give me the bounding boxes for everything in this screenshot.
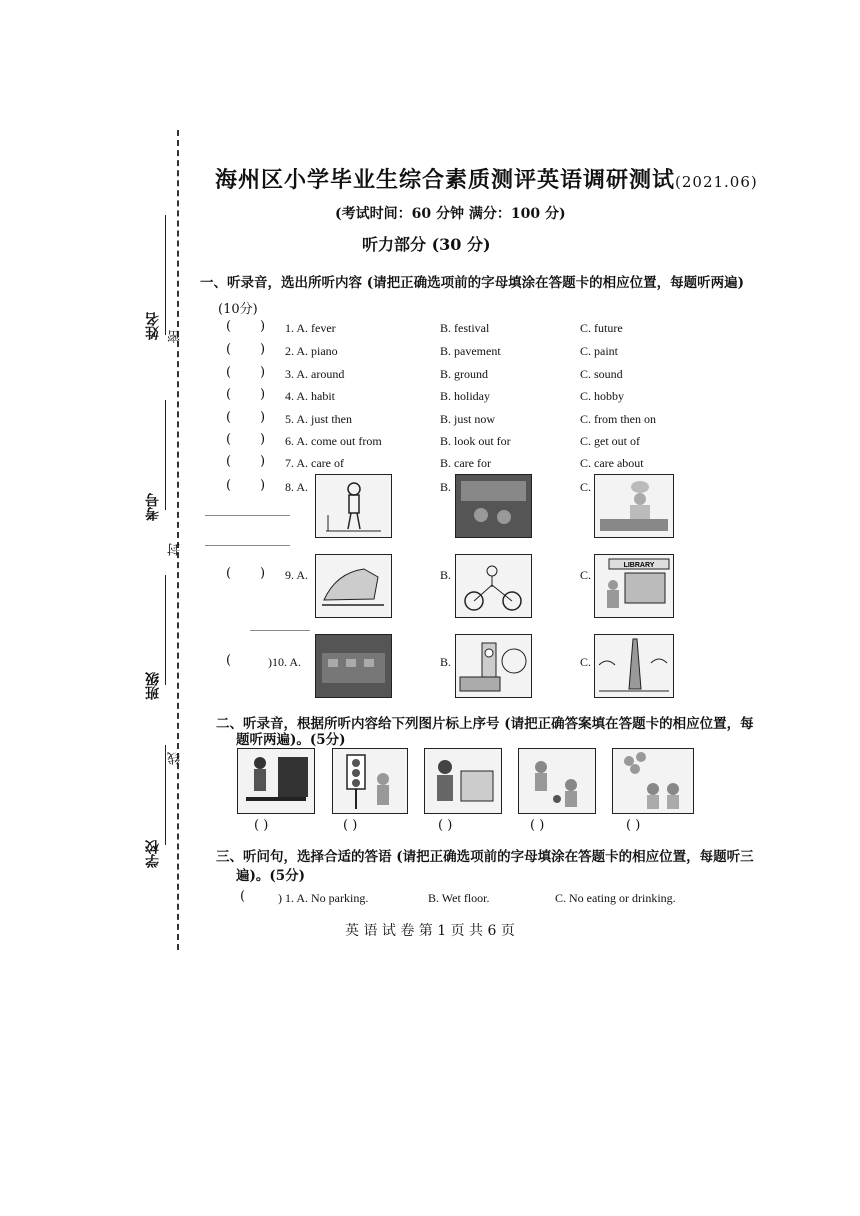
answer-blank-7[interactable]: ( ) <box>226 454 266 469</box>
section2-heading-line2: 题听两遍)。(5分) <box>236 732 346 748</box>
q3-option-a: 3. A. around <box>285 367 345 381</box>
q4-option-b: B. holiday <box>440 389 490 403</box>
exam-title-text: 海州区小学毕业生综合素质测评英语调研测试 <box>215 167 676 193</box>
q8-label-b: B. <box>440 480 452 494</box>
q5-option-c: C. from then on <box>580 412 656 426</box>
q5-option-b: B. just now <box>440 412 496 426</box>
q10-label-b: B. <box>440 655 452 669</box>
q2-option-b: B. pavement <box>440 344 501 358</box>
exam-title <box>215 163 758 194</box>
q6-option-b: B. look out for <box>440 434 511 448</box>
q4-option-a: 4. A. habit <box>285 389 335 403</box>
q8-label-c: C. <box>580 480 592 494</box>
section1-score: (10分) <box>218 302 258 317</box>
school-label: 学校 <box>145 840 161 868</box>
page-footer: 英 语 试 卷 第 1 页 共 6 页 <box>345 923 515 939</box>
s3-q1-option-a: ) 1. A. No parking. <box>278 891 369 905</box>
q3-option-b: B. ground <box>440 367 488 381</box>
q1-option-c: C. future <box>580 321 623 335</box>
q9-picture-b-cycling[interactable] <box>455 554 532 618</box>
q10-label-c: C. <box>580 655 592 669</box>
s3-q1-option-b: B. Wet floor. <box>428 891 490 905</box>
exam-no-label: 考号 <box>145 493 161 521</box>
q5-option-a: 5. A. just then <box>285 412 353 426</box>
q1-option-a: 1. A. fever <box>285 321 336 335</box>
q10-picture-b-big-ben[interactable] <box>455 634 532 698</box>
s3-answer-blank-1[interactable]: ( <box>240 889 270 904</box>
q9-label-c: C. <box>580 568 592 582</box>
section1-heading: 一、听录音，选出所听内容 (请把正确选项前的字母填涂在答题卡的相应位置，每题听两遍) <box>200 275 744 291</box>
section3-heading-line1: 三、听问句，选择合适的答语 (请把正确选项前的字母填涂在答题卡的相应位置，每题听三 <box>216 849 754 865</box>
q6-option-a: 6. A. come out from <box>285 434 382 448</box>
q8-label-a: 8. A. <box>285 480 309 494</box>
s2-answer-blank-1[interactable]: ( ) <box>254 818 269 833</box>
answer-blank-6[interactable]: ( ) <box>226 432 266 447</box>
binding-dashed-line <box>177 130 179 950</box>
s2-picture-1-piano[interactable] <box>237 748 315 814</box>
q2-option-a: 2. A. piano <box>285 344 338 358</box>
q3-option-c: C. sound <box>580 367 623 381</box>
name-write-line <box>165 215 166 335</box>
margin-mark-line <box>205 545 290 546</box>
margin-mark-line <box>205 515 290 516</box>
s3-q1-option-c: C. No eating or drinking. <box>555 891 676 905</box>
s2-picture-4-playing[interactable] <box>518 748 596 814</box>
s2-picture-5-balloons[interactable] <box>612 748 694 814</box>
class-label: 班级 <box>145 672 161 700</box>
answer-blank-3[interactable]: ( ) <box>226 365 266 380</box>
q7-option-c: C. care about <box>580 456 644 470</box>
answer-blank-5[interactable]: ( ) <box>226 410 266 425</box>
seal-mark-3: 线 <box>168 752 183 765</box>
answer-blank-9[interactable]: ( ) <box>226 566 266 581</box>
name-label: 姓名 <box>145 312 161 340</box>
q8-picture-b-classroom[interactable] <box>455 474 532 538</box>
class-write-line <box>165 575 166 685</box>
q7-option-b: B. care for <box>440 456 491 470</box>
q6-option-c: C. get out of <box>580 434 640 448</box>
section3-heading-line2: 遍)。(5分) <box>236 868 306 884</box>
q4-option-c: C. hobby <box>580 389 625 403</box>
q7-option-a: 7. A. care of <box>285 456 344 470</box>
answer-blank-1[interactable]: ( ) <box>226 319 266 334</box>
q9-picture-c-library[interactable] <box>594 554 674 618</box>
seal-mark-2: 封 <box>168 543 183 556</box>
exam-year: (2021.06) <box>675 173 758 191</box>
s2-answer-blank-3[interactable]: ( ) <box>438 818 453 833</box>
q9-label-b: B. <box>440 568 452 582</box>
library-sign: LIBRARY <box>623 562 655 569</box>
exam-no-write-line <box>165 400 166 510</box>
s2-picture-3-drawing[interactable] <box>424 748 502 814</box>
answer-blank-8[interactable]: ( ) <box>226 478 266 493</box>
s2-answer-blank-4[interactable]: ( ) <box>530 818 545 833</box>
answer-blank-4[interactable]: ( ) <box>226 387 266 402</box>
margin-mark-line <box>250 630 310 631</box>
answer-blank-2[interactable]: ( ) <box>226 342 266 357</box>
s2-answer-blank-5[interactable]: ( ) <box>626 818 641 833</box>
seal-mark-1: 密 <box>168 330 183 343</box>
q1-option-b: B. festival <box>440 321 490 335</box>
listening-section-title: 听力部分 (30 分) <box>362 235 491 254</box>
q9-picture-a-sled[interactable] <box>315 554 392 618</box>
section2-heading-line1: 二、听录音，根据所听内容给下列图片标上序号 (请把正确答案填在答题卡的相应位置，每 <box>216 716 754 732</box>
s2-answer-blank-2[interactable]: ( ) <box>343 818 358 833</box>
s2-picture-2-traffic-light[interactable] <box>332 748 408 814</box>
exam-time-score: (考试时间：60 分钟 满分：100 分) <box>335 206 566 222</box>
answer-blank-10[interactable]: ( <box>226 653 256 668</box>
q10-picture-a-building[interactable] <box>315 634 392 698</box>
q10-picture-c-taipei-101[interactable] <box>594 634 674 698</box>
q8-picture-c-chef[interactable] <box>594 474 674 538</box>
q9-label-a: 9. A. <box>285 568 309 582</box>
q2-option-c: C. paint <box>580 344 618 358</box>
q10-label-a: )10. A. <box>268 655 301 669</box>
q8-picture-a-boy[interactable] <box>315 474 392 538</box>
